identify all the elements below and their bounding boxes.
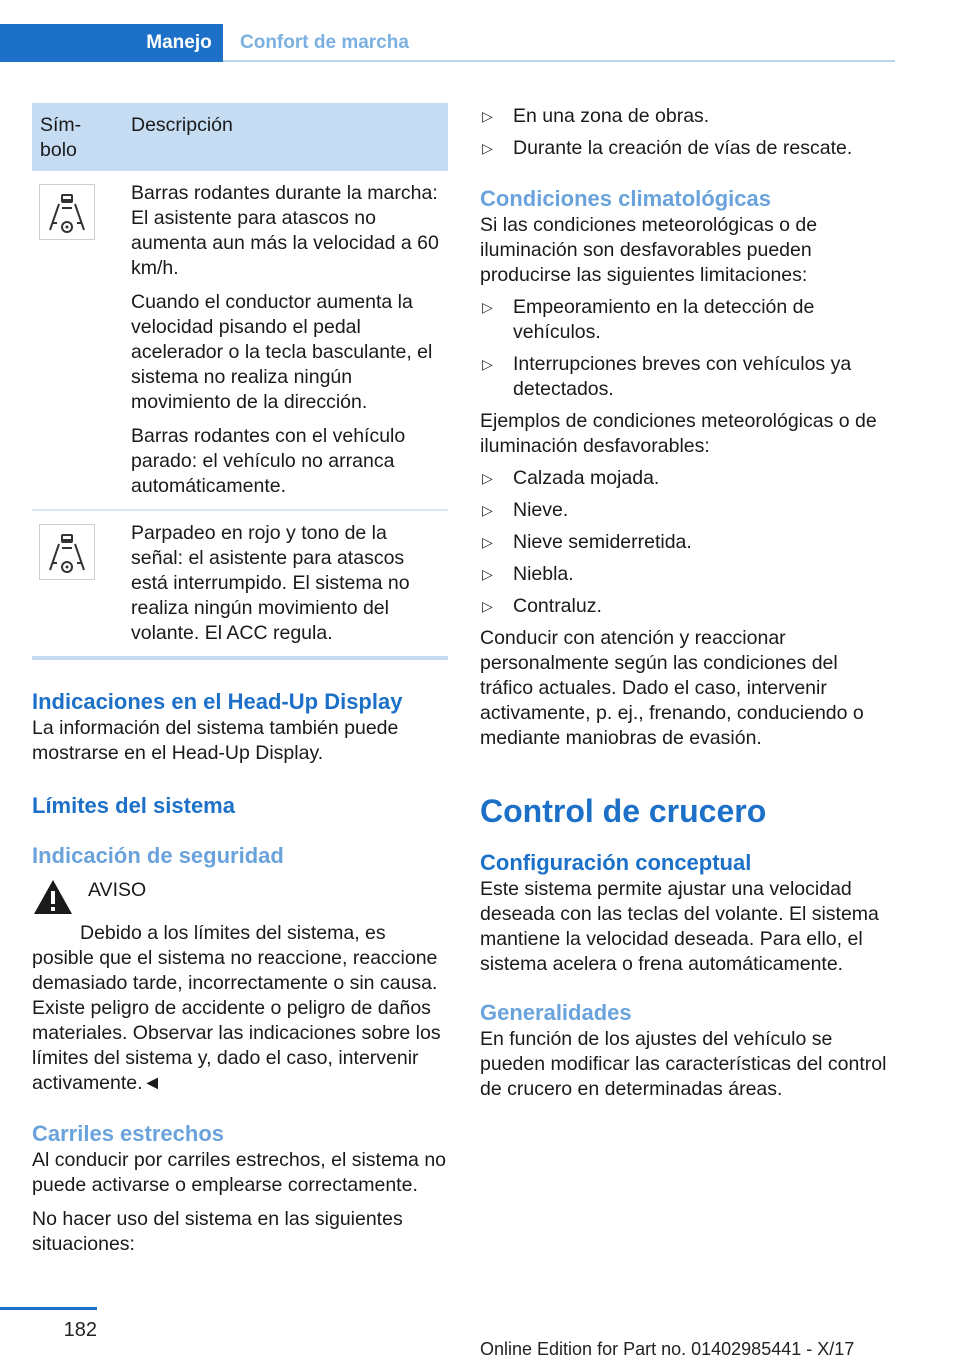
table-header-symbol xyxy=(32,103,123,171)
description-paragraph: Barras rodantes con el vehículo parado: el vehículo no arranca automáticamente. xyxy=(131,425,406,497)
weather-examples-list xyxy=(480,466,895,619)
header-section[interactable]: Confort de marcha xyxy=(240,32,409,53)
traffic-jam-assistant-icon xyxy=(39,184,95,240)
list-item: ▷ En una zona de obras. xyxy=(480,104,895,129)
weather-advice: Conducir con atención y reaccionar personalmente según las condiciones del tráfico actuales. Dado el caso, intervenir activamente, p. ej., frenando, conduciendo o mediante maniobras de evasión. xyxy=(480,627,864,749)
warning-block xyxy=(32,878,448,1096)
left-column xyxy=(32,103,448,1257)
symbol-table xyxy=(32,103,448,660)
edition-note: Online Edition for Part no. 01402985441 - X/17 xyxy=(480,1339,855,1359)
safety-heading: Indicación de seguridad xyxy=(32,843,284,868)
narrow-lanes-heading: Carriles estrechos xyxy=(32,1121,224,1146)
right-column xyxy=(480,104,895,1102)
table-cell-description xyxy=(123,510,448,658)
concept-heading: Configuración conceptual xyxy=(480,850,752,875)
table-row xyxy=(32,171,448,510)
warning-text: Debido a los límites del sistema, es posible que el sistema no reaccione, reaccione demasiado tarde, incorrectamente o sin causa. Existe peligro de accidente o peligro de daños materiales. Observar las indicaciones sobre los límites del sistema y, dado el caso, intervenir activamente.◄ xyxy=(32,922,441,1094)
hud-text: La información del sistema también puede mostrarse en el Head-Up Display. xyxy=(32,717,399,764)
list-item: ▷ Durante la creación de vías de rescate. xyxy=(480,136,895,161)
list-item: ▷ Interrupciones breves con vehículos ya detectados. xyxy=(480,352,895,402)
concept-text: Este sistema permite ajustar una velocidad deseada con las teclas del volante. El sistema mantiene la velocidad deseada. Para ello, el sistema acelera o frena automáticamente. xyxy=(480,878,879,975)
cruise-control-title: Control de crucero xyxy=(480,793,767,829)
narrow-lanes-text: Al conducir por carriles estrechos, el sistema no puede activarse o emplearse correctamente. xyxy=(32,1149,447,1196)
table-header-description: Descripción xyxy=(123,103,448,171)
general-text: En función de los ajustes del vehículo se pueden modificar las características del control de crucero en determinadas áreas. xyxy=(480,1028,887,1100)
weather-limitations-list xyxy=(480,295,895,402)
hud-heading: Indicaciones en el Head-Up Display xyxy=(32,689,403,714)
header-tab[interactable]: Manejo xyxy=(146,32,212,53)
footer-rule xyxy=(0,1307,97,1310)
list-item: ▷ Nieve semiderretida. xyxy=(480,530,895,555)
weather-heading: Condiciones climatológicas xyxy=(480,186,771,211)
list-item: ▷ Nieve. xyxy=(480,498,895,523)
list-item: ▷ Niebla. xyxy=(480,562,895,587)
weather-intro: Si las condiciones meteorológicas o de iluminación son desfavorables pueden producirse las siguientes limitaciones: xyxy=(480,214,818,286)
weather-examples-intro: Ejemplos de condiciones meteorológicas o de iluminación desfavorables: xyxy=(480,410,877,457)
description-paragraph: Cuando el conductor aumenta la velocidad pisando el pedal acelerador o la tecla basculante, el sistema no realiza ningún movimiento de la dirección. xyxy=(131,291,433,413)
table-row xyxy=(32,510,448,658)
list-item: ▷ Contraluz. xyxy=(480,594,895,619)
narrow-lanes-list xyxy=(480,104,895,161)
symbol-header-text: Sím- bolo xyxy=(40,114,82,161)
table-header-row xyxy=(32,103,448,171)
warning-title: AVISO xyxy=(88,879,147,901)
header-rule xyxy=(223,60,895,62)
page-number: 182 xyxy=(63,1319,97,1341)
table-cell-description xyxy=(123,171,448,510)
list-item: ▷ Empeoramiento en la detección de vehículos. xyxy=(480,295,895,345)
narrow-lanes-text: No hacer uso del sistema en las siguientes situaciones: xyxy=(32,1208,403,1255)
description-paragraph: Parpadeo en rojo y tono de la señal: el asistente para atascos está interrumpido. El sistema no realiza ningún movimiento del volante. El ACC regula. xyxy=(131,522,410,644)
limits-heading: Límites del sistema xyxy=(32,793,235,818)
description-paragraph: Barras rodantes durante la marcha: El asistente para atascos no aumenta aun más la velocidad a 60 km/h. xyxy=(131,182,439,279)
general-heading: Generalidades xyxy=(480,1000,632,1025)
traffic-jam-assistant-warning-icon xyxy=(39,524,95,580)
warning-triangle-icon xyxy=(32,878,76,921)
list-item: ▷ Calzada mojada. xyxy=(480,466,895,491)
